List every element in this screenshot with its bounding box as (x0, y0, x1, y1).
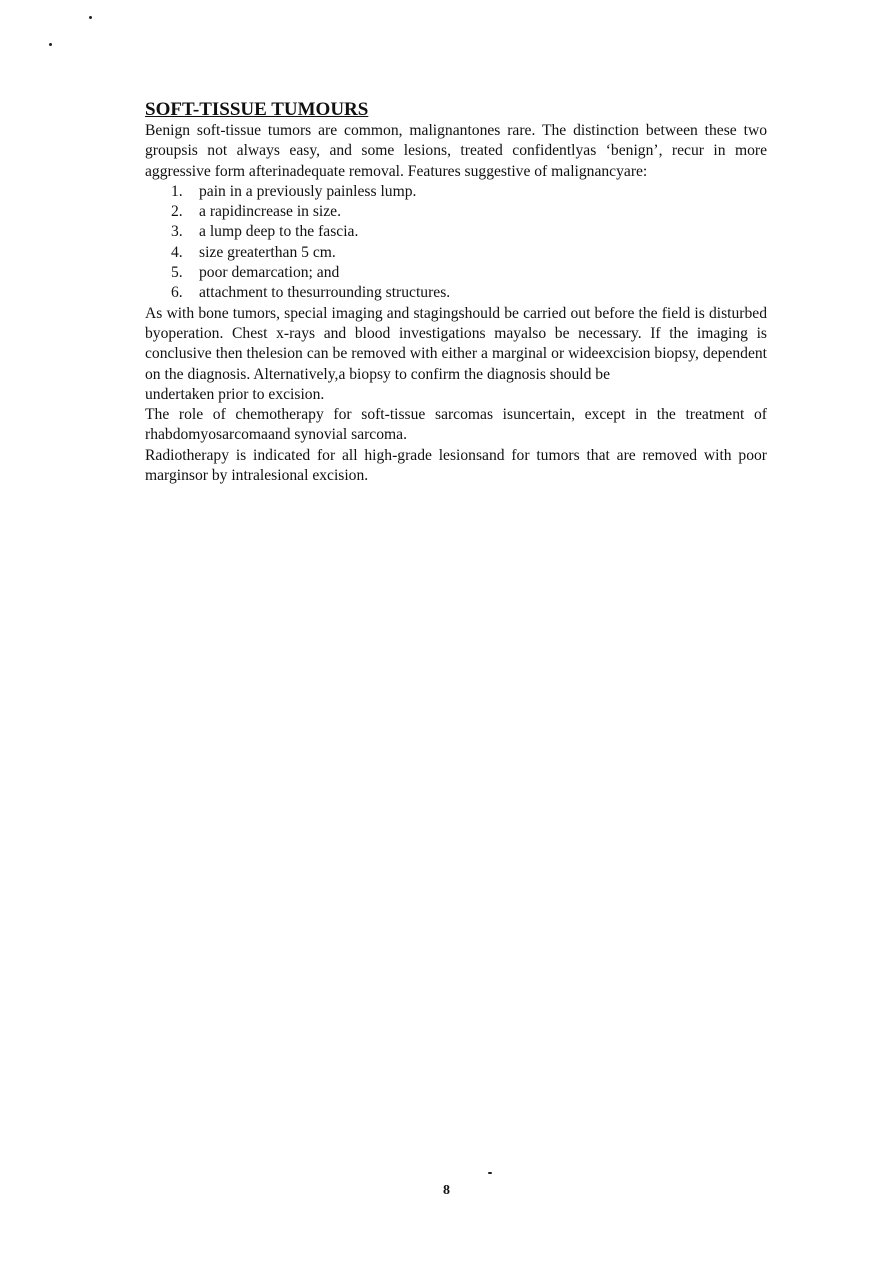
section-title: SOFT-TISSUE TUMOURS (145, 99, 369, 120)
list-item-number: 4. (171, 243, 183, 261)
malignancy-features-list (145, 182, 767, 304)
chemotherapy-paragraph: The role of chemotherapy for soft-tissue sarcomas isuncertain, except in the treatment of rhabdomyosarcomaand synovial sarcoma. (145, 406, 767, 444)
list-item-number: 3. (171, 223, 183, 241)
list-item (171, 263, 767, 283)
staging-paragraph: As with bone tumors, special imaging and stagingshould be carried out before the field is disturbed byoperation. Chest x-rays and blood investigations mayalso be necessary. If the imaging is conclusive then thelesion can be removed with either a marginal or wideexcision biopsy, dependent on the diagnosis. Alternatively,a biopsy to confirm the diagnosis should be (145, 304, 767, 383)
list-item (171, 243, 767, 263)
scan-speck (89, 16, 92, 19)
radiotherapy-paragraph: Radiotherapy is indicated for all high-grade lesionsand for tumors that are removed with poor marginsor by intralesional excision. (145, 446, 767, 485)
page-number: 8 (443, 1183, 450, 1198)
list-item-text: poor demarcation; and (199, 264, 340, 282)
list-item-number: 6. (171, 284, 183, 302)
list-item-number: 2. (171, 203, 183, 221)
list-item (171, 202, 767, 222)
list-item-number: 1. (171, 182, 183, 200)
list-item (171, 222, 767, 242)
document-body (145, 99, 767, 486)
list-item (171, 182, 767, 202)
list-item-text: size greaterthan 5 cm. (199, 243, 336, 261)
list-item-text: pain in a previously painless lump. (199, 182, 417, 200)
list-item-text: a lump deep to the fascia. (199, 223, 359, 241)
list-item-text: a rapidincrease in size. (199, 203, 342, 221)
list-item-number: 5. (171, 264, 183, 282)
staging-paragraph-end: undertaken prior to excision. (145, 385, 325, 403)
scan-speck (49, 43, 52, 46)
intro-paragraph: Benign soft-tissue tumors are common, malignantones rare. The distinction between these two groupsis not always easy, and some lesions, treated confidentlyas ‘benign’, recur in more aggressive form afterinadequate removal. Features suggestive of malignancyare: (145, 122, 767, 180)
list-item (171, 283, 767, 303)
scan-speck (488, 1172, 492, 1174)
list-item-text: attachment to thesurrounding structures. (199, 284, 451, 302)
